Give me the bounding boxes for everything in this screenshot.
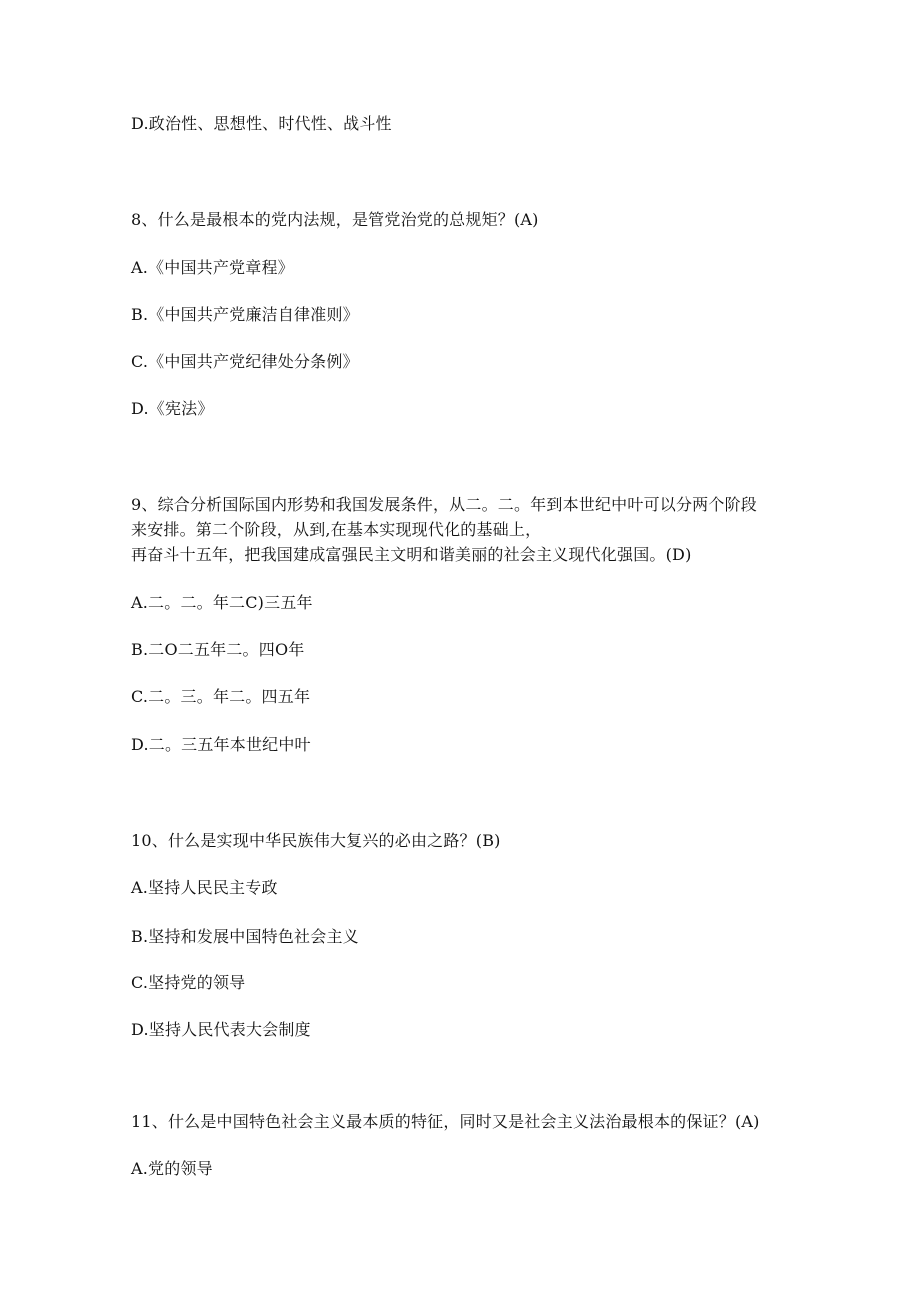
option-c: C.坚持党的领导	[131, 973, 246, 992]
option-a: A.《中国共产党章程》	[131, 258, 294, 277]
question-stem-line: 9、综合分析国际国内形势和我国发展条件，从二。二。年到本世纪中叶可以分两个阶段	[131, 495, 757, 514]
option-d: D.二。三五年本世纪中叶	[131, 735, 311, 754]
question-stem: 8、什么是最根本的党内法规，是管党治党的总规矩？(A)	[131, 210, 539, 229]
option-c: C.二。三。年二。四五年	[131, 687, 311, 706]
option-a: A.党的领导	[131, 1159, 213, 1178]
option-a: A.坚持人民民主专政	[131, 878, 278, 897]
option-b: B.坚持和发展中国特色社会主义	[131, 927, 359, 946]
option-b: B.二O二五年二。四O年	[131, 640, 305, 659]
question-stem-line: 再奋斗十五年，把我国建成富强民主文明和谐美丽的社会主义现代化强国。(D)	[131, 545, 692, 564]
question-stem: 10、什么是实现中华民族伟大复兴的必由之路？(B)	[131, 831, 501, 850]
option-a: A.二。二。年二C)三五年	[131, 593, 313, 612]
option-d: D.《宪法》	[131, 399, 214, 418]
option-b: B.《中国共产党廉洁自律准则》	[131, 305, 359, 324]
option-d: D.政治性、思想性、时代性、战斗性	[131, 114, 392, 133]
option-c: C.《中国共产党纪律处分条例》	[131, 352, 359, 371]
question-stem: 11、什么是中国特色社会主义最本质的特征，同时又是社会主义法治最根本的保证？(A)	[131, 1112, 760, 1131]
question-stem-line: 来安排。第二个阶段，从到,在基本实现现代化的基础上，	[131, 520, 542, 539]
option-d: D.坚持人民代表大会制度	[131, 1020, 311, 1039]
